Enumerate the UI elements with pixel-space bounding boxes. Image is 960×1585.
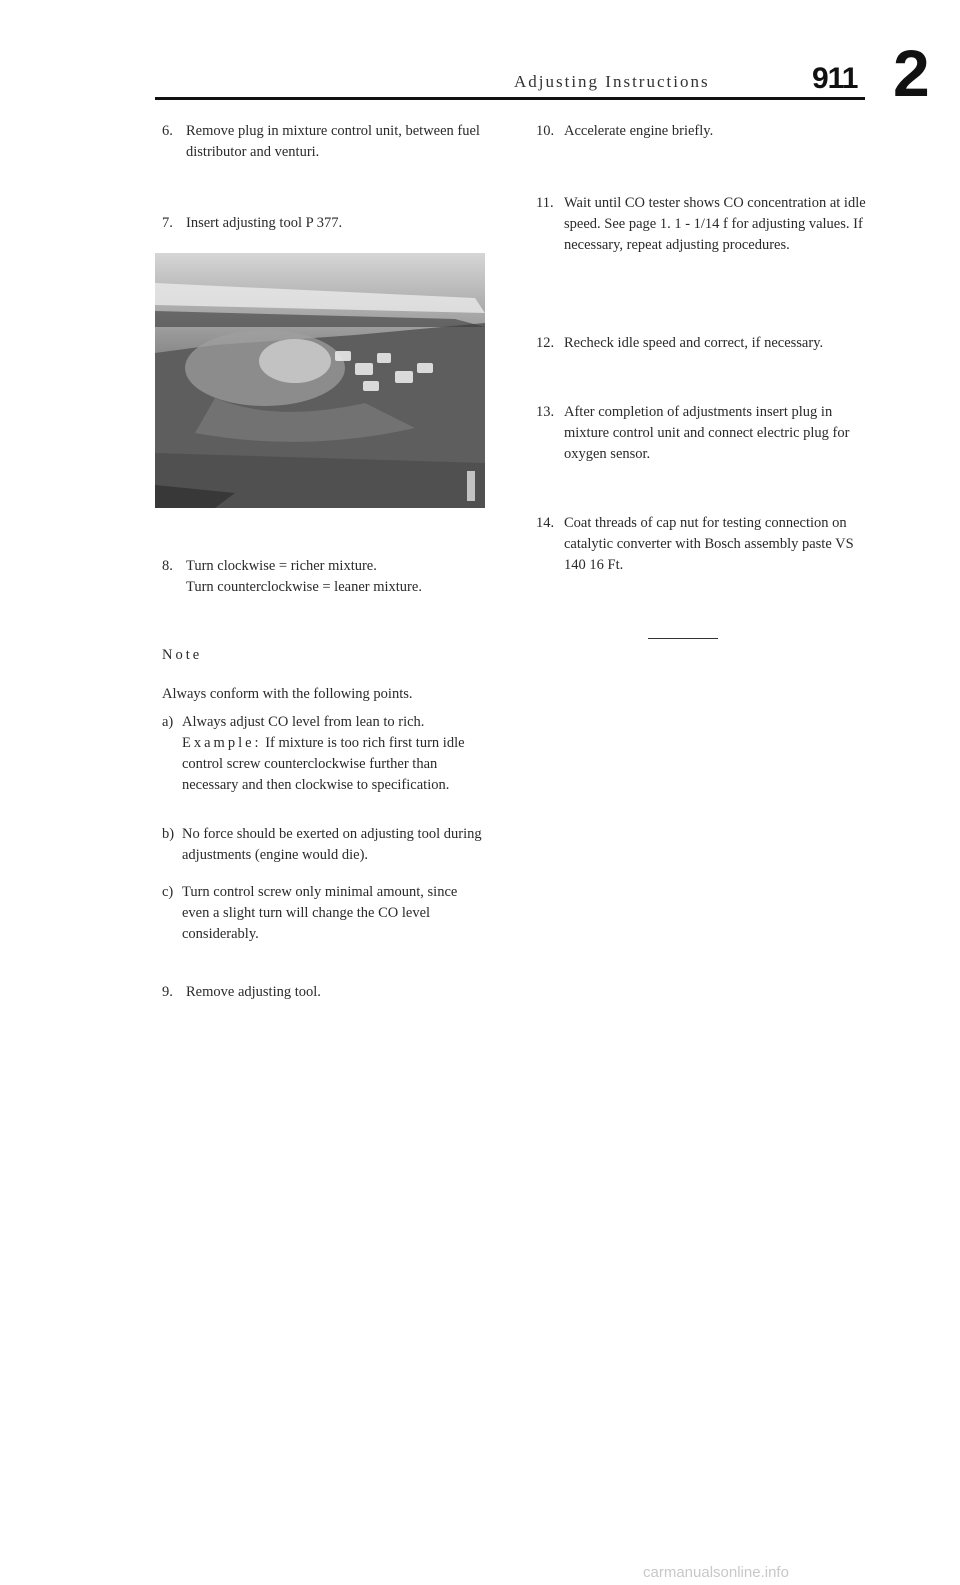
engine-photo-illustration: [155, 253, 485, 508]
step-text: Insert adjusting tool P 377.: [186, 215, 343, 231]
step-text: Remove adjusting tool.: [186, 984, 321, 1000]
step-11: [536, 193, 866, 256]
adjusting-tool-photo: [155, 253, 485, 508]
step-number: 12.: [536, 335, 555, 351]
step-number: 8.: [162, 558, 173, 574]
note-intro: Always conform with the following points.: [162, 686, 413, 702]
model-number: 911: [812, 62, 858, 95]
step-8: [162, 556, 492, 598]
item-label: b): [162, 826, 175, 842]
step-6: [162, 121, 492, 163]
header-title: Adjusting Instructions: [514, 72, 710, 91]
item-text: Always adjust CO level from lean to rich.: [182, 714, 425, 730]
note-item-a: [162, 712, 482, 796]
step-text: Accelerate engine briefly.: [564, 123, 714, 139]
step-9: [162, 982, 492, 1003]
footer-watermark: carmanualsonline.info: [643, 1564, 789, 1581]
note-item-b: [162, 824, 482, 866]
step-number: 11.: [536, 195, 554, 211]
item-label: c): [162, 884, 174, 900]
step-text: Recheck idle speed and correct, if necessary.: [564, 335, 824, 351]
item-label: a): [162, 714, 174, 730]
step-13: [536, 402, 866, 465]
step-number: 13.: [536, 404, 555, 420]
step-text: Remove plug in mixture control unit, between fuel distributor and venturi.: [186, 123, 480, 160]
note-heading: Note: [162, 647, 203, 663]
step-number: 10.: [536, 123, 555, 139]
step-7: [162, 213, 492, 234]
header-rule: [155, 97, 865, 100]
step-text: After completion of adjustments insert plug in mixture control unit and connect electric plug for oxygen sensor.: [564, 404, 850, 462]
step-14: [536, 513, 866, 576]
step-number: 14.: [536, 515, 555, 531]
step-number: 9.: [162, 984, 173, 1000]
note-item-c: [162, 882, 482, 945]
example-text: If mixture is too rich first turn idle control screw counterclockwise further than necessary and then clockwise to specification.: [182, 735, 465, 793]
step-number: 6.: [162, 123, 173, 139]
step-text-line-2: Turn counterclockwise = leaner mixture.: [186, 579, 422, 595]
step-number: 7.: [162, 215, 173, 231]
item-text: Turn control screw only minimal amount, since even a slight turn will change the CO level considerably.: [182, 884, 458, 942]
step-text-line-1: Turn clockwise = richer mixture.: [186, 558, 377, 574]
step-text: Coat threads of cap nut for testing connection on catalytic converter with Bosch assembly paste VS 140 16 Ft.: [564, 515, 854, 573]
section-number: 2: [893, 36, 930, 110]
section-end-rule: [648, 638, 718, 639]
item-text: No force should be exerted on adjusting tool during adjustments (engine would die).: [182, 826, 482, 863]
example-label: Example:: [182, 735, 262, 751]
step-12: [536, 333, 866, 354]
step-10: [536, 121, 866, 142]
step-text: Wait until CO tester shows CO concentration at idle speed. See page 1. 1 - 1/14 f for adjusting values. If necessary, repeat adjusting procedures.: [564, 195, 866, 253]
